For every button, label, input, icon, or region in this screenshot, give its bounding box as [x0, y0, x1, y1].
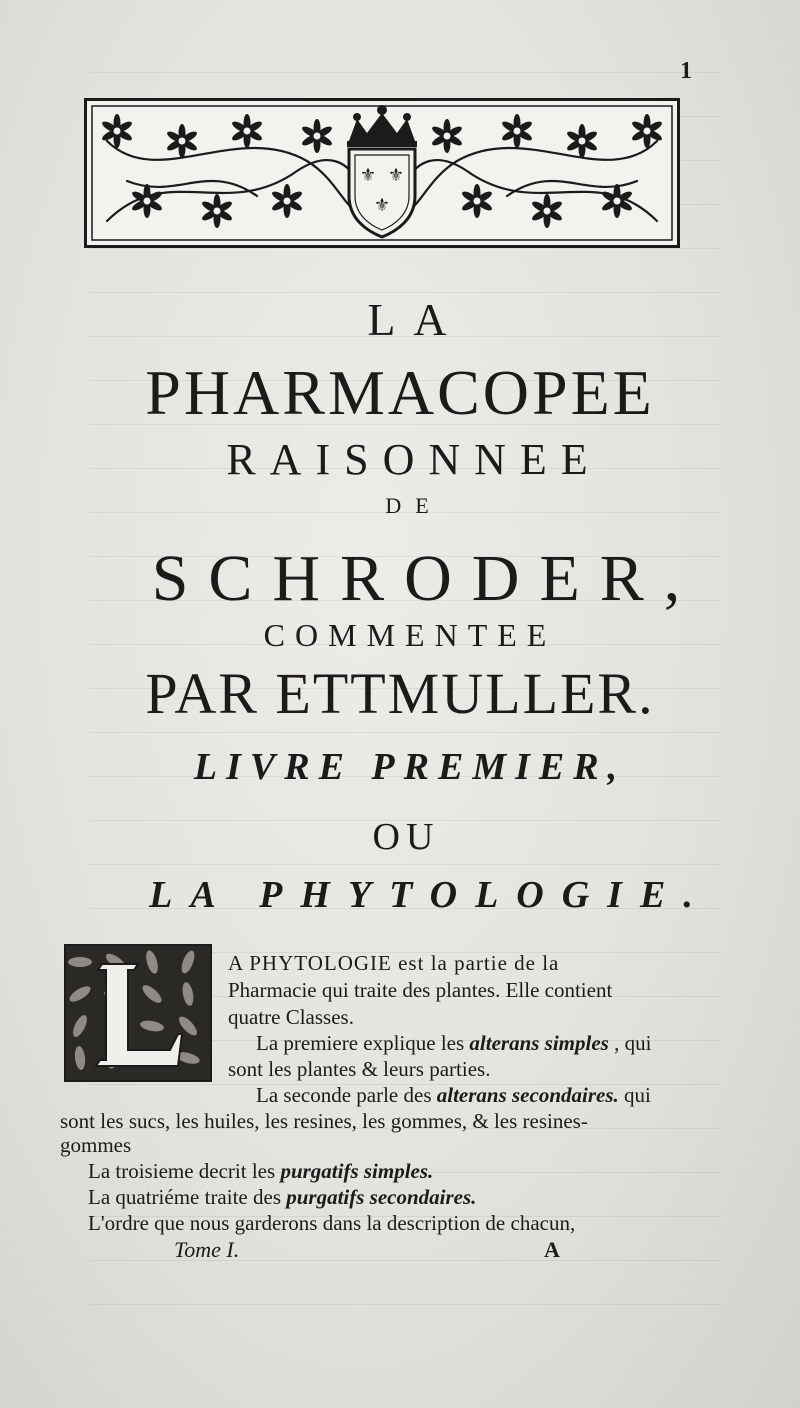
headpiece-flower-center [443, 132, 451, 140]
title-line-pharmacopee: PHARMACOPEE [145, 357, 655, 428]
headpiece-flower-center [543, 207, 551, 215]
title-line-commentee: COMMENTEE [263, 617, 557, 653]
paragraph-3-line-3: gommes [60, 1133, 132, 1157]
title-line-de: DE [385, 493, 443, 518]
headpiece-flower-center [213, 207, 221, 215]
paragraph-2-line-2: sont les plantes & leurs parties. [228, 1057, 491, 1081]
paragraph-4 [88, 1158, 433, 1185]
headpiece-flower-center [283, 197, 291, 205]
svg-text:⚜: ⚜ [387, 165, 405, 186]
page-number: 1 [680, 58, 692, 84]
headpiece-flower-center [243, 127, 251, 135]
headpiece-flower-center [473, 197, 481, 205]
headpiece-flower-center [143, 197, 151, 205]
headpiece-flower-center [578, 137, 586, 145]
volume-signature: Tome I. [174, 1237, 240, 1262]
paragraph-2-tail: , qui [614, 1031, 652, 1055]
paragraph-4-emphasis: purgatifs simples. [280, 1159, 434, 1183]
paragraph-3-emphasis: alterans secondaires. [436, 1083, 619, 1107]
paragraph-3-tail: qui [624, 1083, 651, 1107]
headpiece-flower-center [178, 137, 186, 145]
floral-headpiece-icon [84, 98, 680, 248]
title-line-ou: OU [372, 816, 440, 858]
title-line-schroder: SCHRODER, [151, 542, 701, 615]
headpiece-flower-center [113, 127, 121, 135]
gathering-signature: A [544, 1237, 560, 1262]
title-line-raisonnee: RAISONNEE [226, 435, 602, 484]
decorated-initial-L-icon [64, 944, 212, 1082]
paragraph-6: L'ordre que nous garderons dans la description de chacun, [88, 1211, 576, 1235]
paragraph-2-lead: La premiere explique les [256, 1031, 465, 1055]
paragraph-5-lead: La quatriéme traite des [88, 1185, 281, 1209]
paragraph-1-line-3: quatre Classes. [228, 1005, 354, 1029]
title-line-livre-premier: LIVRE PREMIER, [193, 746, 627, 788]
headpiece-flower-center [613, 197, 621, 205]
paragraph-5 [88, 1184, 476, 1211]
headpiece-flower-center [513, 127, 521, 135]
paragraph-2-line-1 [256, 1030, 651, 1057]
title-line-la-phytologie: LA PHYTOLOGIE. [149, 874, 711, 916]
paragraph-3-line-1 [256, 1082, 651, 1109]
paragraph-1-line-1: A PHYTOLOGIE est la partie de la [228, 951, 560, 975]
svg-text:⚜: ⚜ [359, 165, 377, 186]
headpiece-flower-center [643, 127, 651, 135]
title-line-par-ettmuller: PAR ETTMULLER. [145, 661, 655, 726]
svg-text:⚜: ⚜ [373, 195, 391, 216]
paragraph-2-emphasis: alterans simples [469, 1031, 609, 1055]
title-line-la: LA [367, 294, 465, 345]
paragraph-3-lead: La seconde parle des [256, 1083, 432, 1107]
paragraph-1-line-2: Pharmacie qui traite des plantes. Elle contient [228, 978, 613, 1002]
headpiece-flower-center [313, 132, 321, 140]
paragraph-4-lead: La troisieme decrit les [88, 1159, 276, 1183]
paragraph-3-line-2: sont les sucs, les huiles, les resines, les gommes, & les resines- [60, 1109, 588, 1133]
initial-leaf [68, 957, 92, 967]
paragraph-5-emphasis: purgatifs secondaires. [286, 1185, 477, 1209]
